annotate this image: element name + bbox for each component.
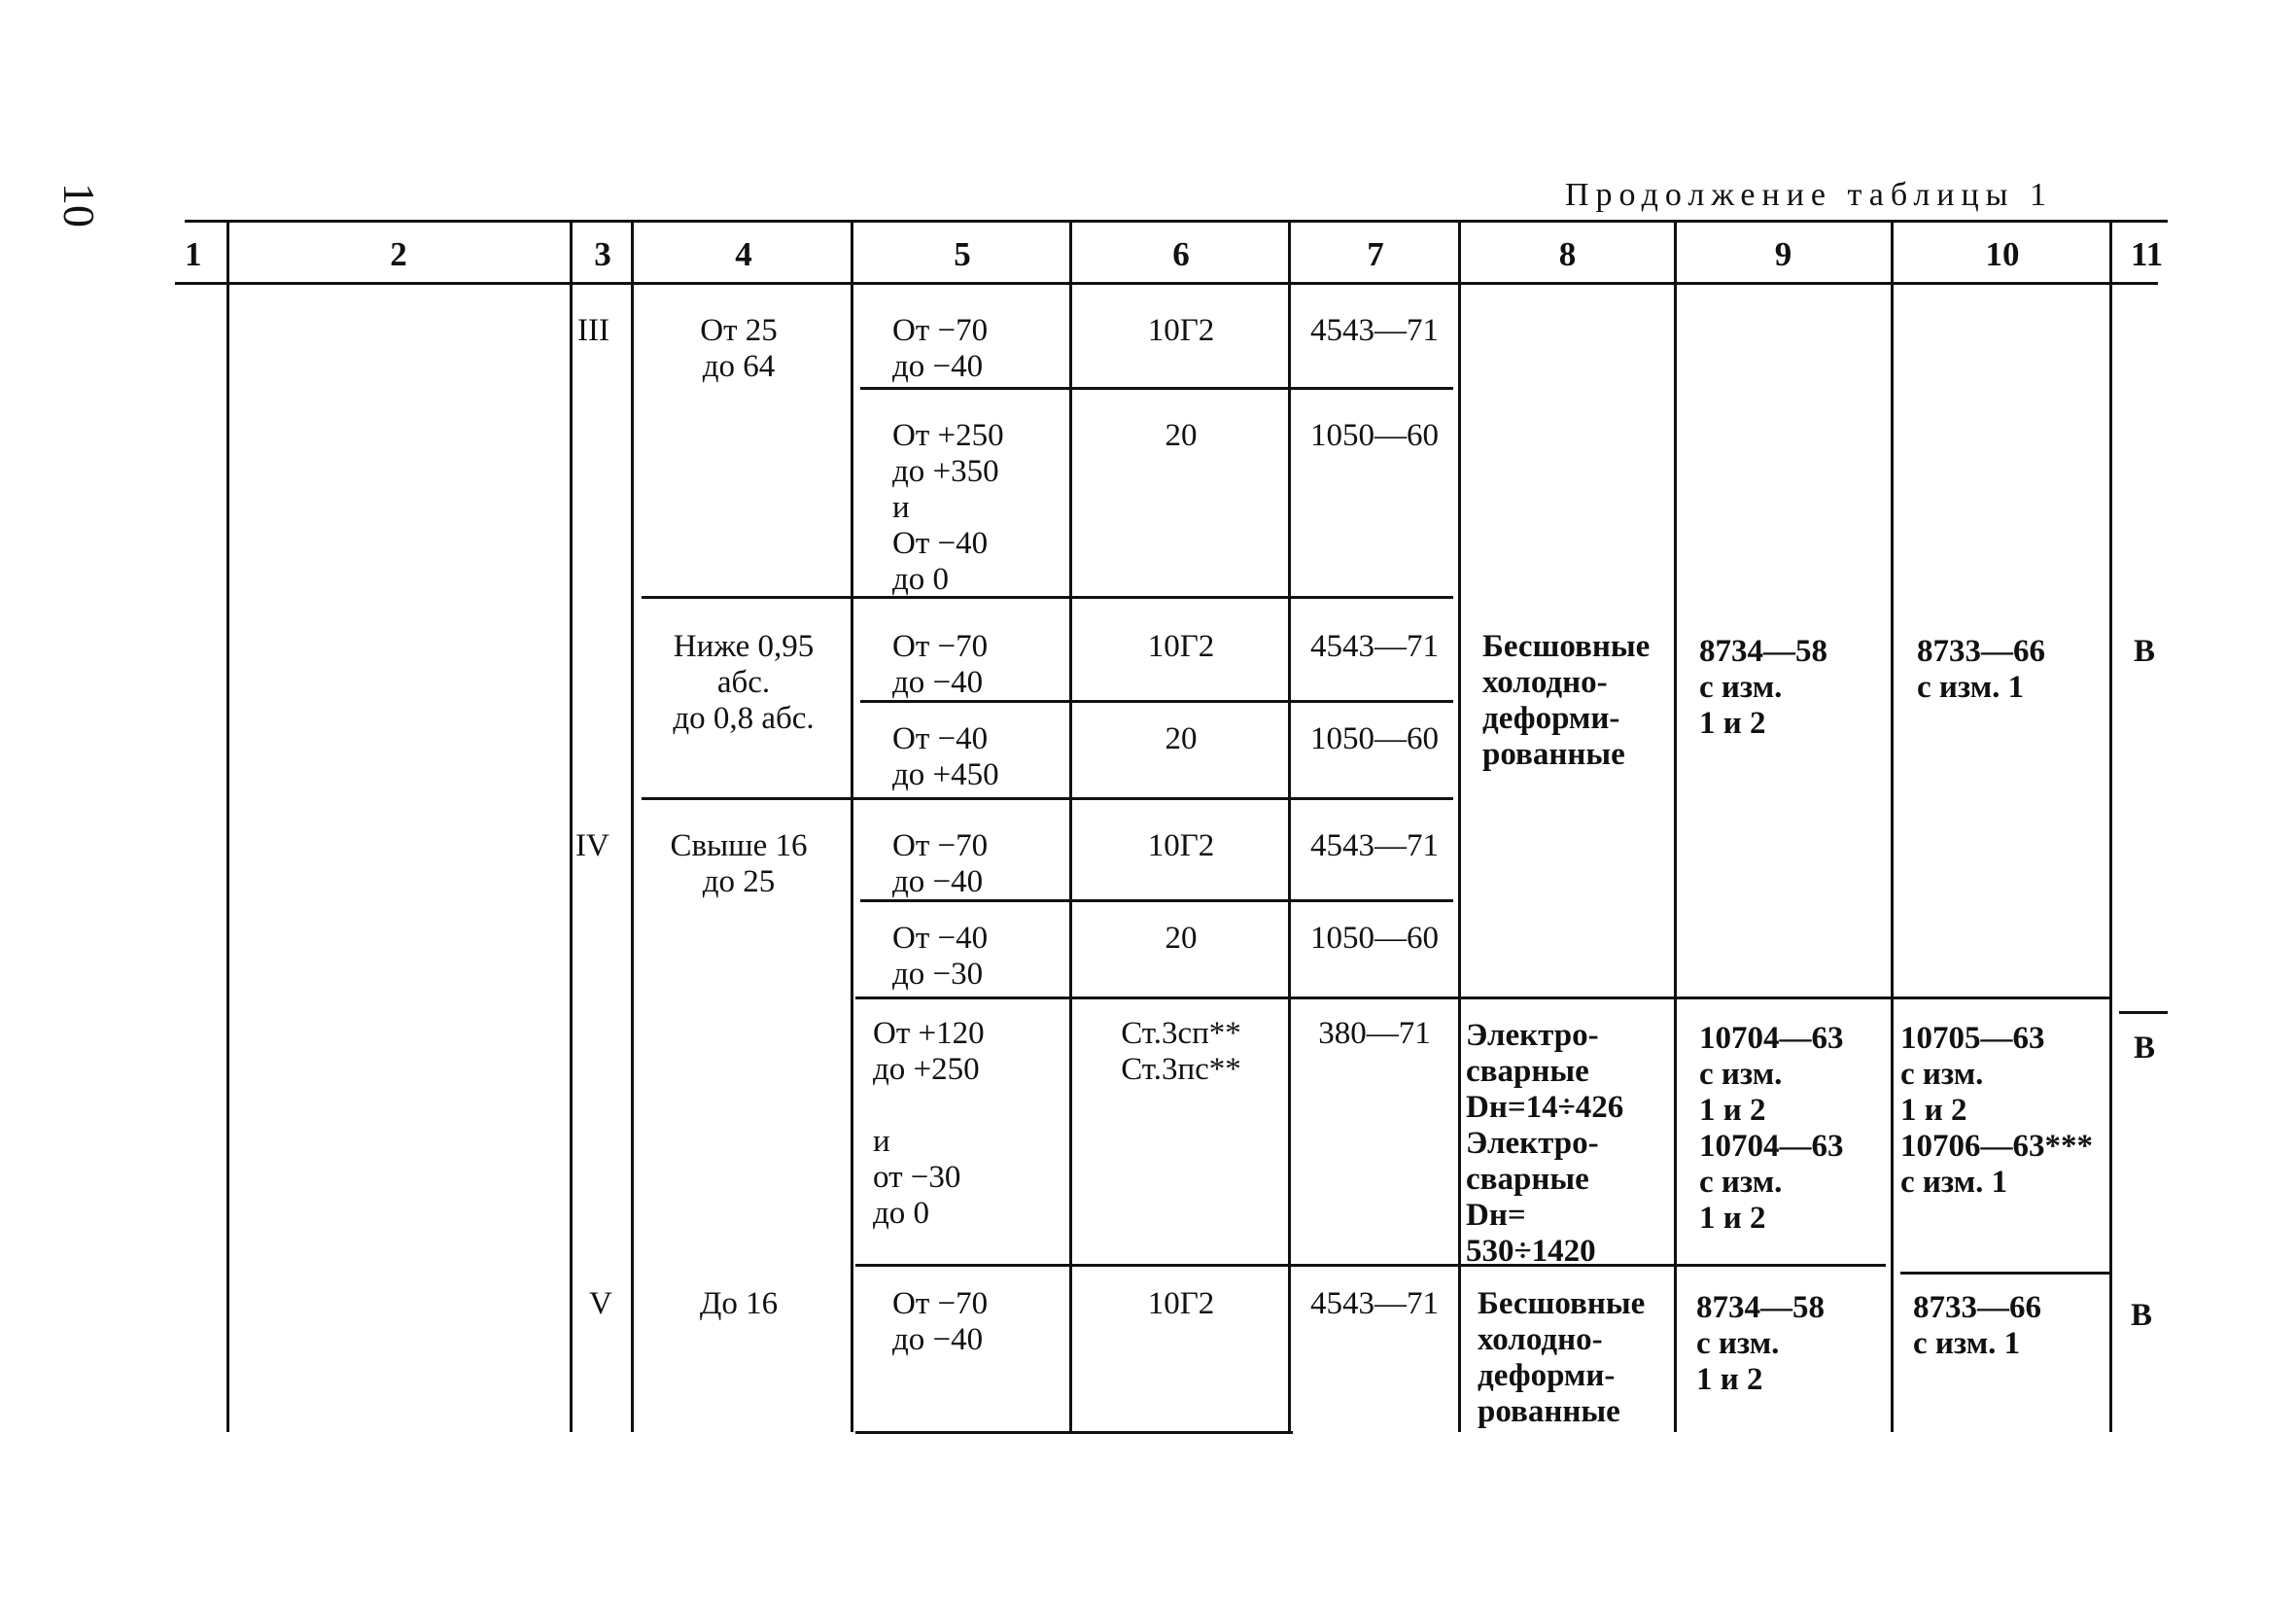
temperature-range: От −70 до −40 (892, 828, 989, 899)
temperature-range: От −70 до −40 (892, 313, 989, 384)
col-header-10: 10 (1985, 235, 2020, 273)
pipe-spec: 8733—66 с изм. 1 (1913, 1290, 2041, 1361)
steel-grade: 10Г2 (1147, 1286, 1215, 1321)
steel-grade: 20 (1165, 721, 1198, 756)
steel-standard: 4543—71 (1310, 629, 1439, 664)
pipe-standard: 8734—58 с изм. 1 и 2 (1699, 634, 1827, 741)
pressure-range: Свыше 16 до 25 (670, 828, 808, 899)
pipe-standard: 10704—63 с изм. 1 и 2 10704—63 с изм. 1 и 2 (1699, 1021, 1844, 1236)
col-header-8: 8 (1558, 235, 1577, 273)
steel-standard: 1050—60 (1310, 418, 1439, 453)
pressure-class: III (577, 313, 609, 348)
steel-standard: 380—71 (1318, 1016, 1431, 1051)
table-caption: Продолжение таблицы 1 (1565, 177, 2054, 213)
steel-standard: 4543—71 (1310, 828, 1439, 863)
pipe-spec: 8733—66 с изм. 1 (1917, 634, 2045, 705)
header-top-rule (185, 220, 2168, 223)
pipe-type: Электро- сварные Dн=14÷426 Электро- сварные Dн= 530÷1420 (1466, 1018, 1624, 1269)
steel-standard: 4543—71 (1310, 313, 1439, 348)
pressure-range: От 25 до 64 (700, 313, 778, 384)
pressure-range: До 16 (699, 1286, 779, 1321)
group-mark: В (2134, 1031, 2156, 1066)
temperature-range: От −70 до −40 (892, 629, 989, 700)
steel-grade: 10Г2 (1147, 828, 1215, 863)
steel-grade: 10Г2 (1147, 629, 1215, 664)
col-header-5: 5 (954, 235, 971, 273)
col-header-9: 9 (1774, 235, 1792, 273)
group-mark: В (2134, 634, 2156, 669)
header-bottom-rule (175, 282, 2158, 285)
temperature-range: От +250 до +350 и От −40 до 0 (892, 418, 1004, 597)
steel-standard: 1050—60 (1310, 921, 1439, 956)
pipe-type: Бесшовные холодно- деформи- рованные (1482, 629, 1651, 772)
temperature-range: От +120 до +250 и от −30 до 0 (873, 1016, 985, 1231)
col-header-4: 4 (735, 235, 752, 273)
col-header-2: 2 (390, 235, 407, 273)
pipe-type: Бесшовные холодно- деформи- рованные (1478, 1286, 1646, 1429)
page-number: 10 (54, 183, 104, 227)
pressure-range: Ниже 0,95 абс. до 0,8 абс. (673, 629, 815, 736)
steel-grade: 10Г2 (1147, 313, 1215, 348)
steel-grade: 20 (1165, 418, 1198, 453)
group-mark: В (2131, 1298, 2153, 1333)
col-header-1: 1 (185, 235, 202, 273)
col-header-3: 3 (594, 235, 611, 273)
pressure-class: IV (575, 828, 609, 863)
col-header-7: 7 (1367, 235, 1384, 273)
pipe-standard: 8734—58 с изм. 1 и 2 (1696, 1290, 1825, 1397)
temperature-range: От −40 до −30 (892, 921, 989, 992)
temperature-range: От −40 до +450 (892, 721, 999, 792)
temperature-range: От −70 до −40 (892, 1286, 989, 1357)
steel-standard: 1050—60 (1310, 721, 1439, 756)
steel-grade: Ст.3сп** Ст.3пс** (1121, 1016, 1241, 1087)
pipe-spec: 10705—63 с изм. 1 и 2 10706—63*** с изм. 1 (1900, 1021, 2093, 1200)
col-header-11: 11 (2131, 235, 2164, 273)
col-header-6: 6 (1172, 235, 1190, 273)
pressure-class: V (589, 1286, 612, 1321)
steel-standard: 4543—71 (1310, 1286, 1439, 1321)
steel-grade: 20 (1165, 921, 1198, 956)
